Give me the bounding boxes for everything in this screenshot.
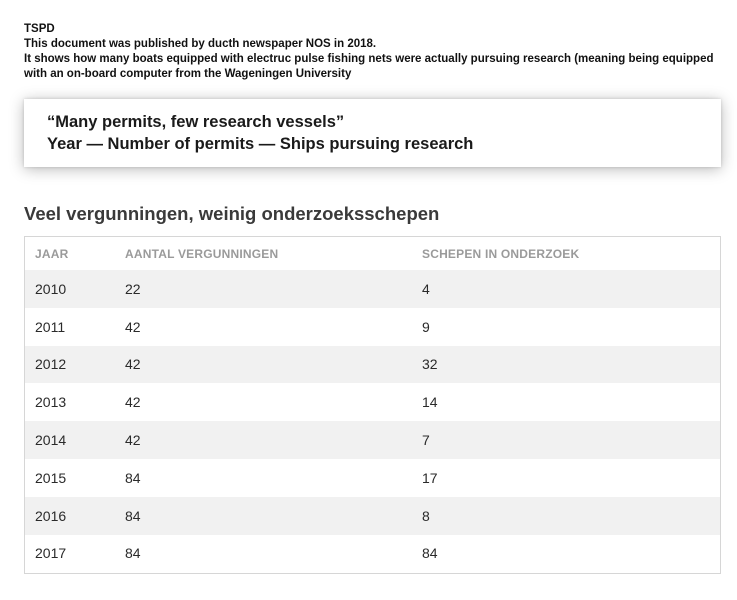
cell-research-ships: 17 — [412, 459, 720, 497]
table-row — [25, 346, 720, 384]
cell-research-ships: 9 — [412, 308, 720, 346]
notes-description: It shows how many boats equipped with electruc pulse fishing nets were actually pursuing research (meaning being equipped with an on-board computer from the Wageningen University — [24, 53, 714, 80]
cell-permits: 22 — [115, 270, 412, 308]
cell-permits: 42 — [115, 308, 412, 346]
cell-year: 2014 — [25, 421, 115, 459]
cell-year: 2012 — [25, 346, 115, 384]
cell-permits: 42 — [115, 421, 412, 459]
table-row — [25, 421, 720, 459]
table-row — [25, 270, 720, 308]
cell-year: 2016 — [25, 497, 115, 535]
cell-year: 2011 — [25, 308, 115, 346]
cell-research-ships: 8 — [412, 497, 720, 535]
notes-source: This document was published by ducth newspaper NOS in 2018. — [24, 38, 377, 50]
cell-year: 2010 — [25, 270, 115, 308]
cell-research-ships: 7 — [412, 421, 720, 459]
intro-notes — [24, 22, 714, 82]
table-header-row — [25, 237, 720, 270]
table-row — [25, 459, 720, 497]
column-header-permits: AANTAL VERGUNNINGEN — [125, 246, 279, 261]
table-row — [25, 535, 720, 573]
cell-research-ships: 4 — [412, 270, 720, 308]
data-table — [25, 237, 720, 572]
cell-year: 2015 — [25, 459, 115, 497]
cell-research-ships: 14 — [412, 383, 720, 421]
cell-permits: 42 — [115, 383, 412, 421]
translation-box — [24, 99, 721, 167]
cell-permits: 84 — [115, 497, 412, 535]
translation-title: “Many permits, few research vessels” — [47, 113, 345, 131]
cell-research-ships: 32 — [412, 346, 720, 384]
table-title: Veel vergunningen, weinig onderzoeksschepen — [24, 203, 440, 224]
cell-permits: 84 — [115, 535, 412, 573]
cell-year: 2017 — [25, 535, 115, 573]
table-row — [25, 383, 720, 421]
cell-permits: 42 — [115, 346, 412, 384]
permits-table — [24, 236, 721, 574]
translation-columns: Year — Number of permits — Ships pursuing research — [47, 135, 474, 153]
cell-year: 2013 — [25, 383, 115, 421]
column-header-research-ships: SCHEPEN IN ONDERZOEK — [422, 246, 580, 261]
cell-permits: 84 — [115, 459, 412, 497]
table-row — [25, 308, 720, 346]
table-row — [25, 497, 720, 535]
column-header-year: JAAR — [35, 246, 69, 261]
cell-research-ships: 84 — [412, 535, 720, 573]
notes-label: TSPD — [24, 23, 55, 35]
